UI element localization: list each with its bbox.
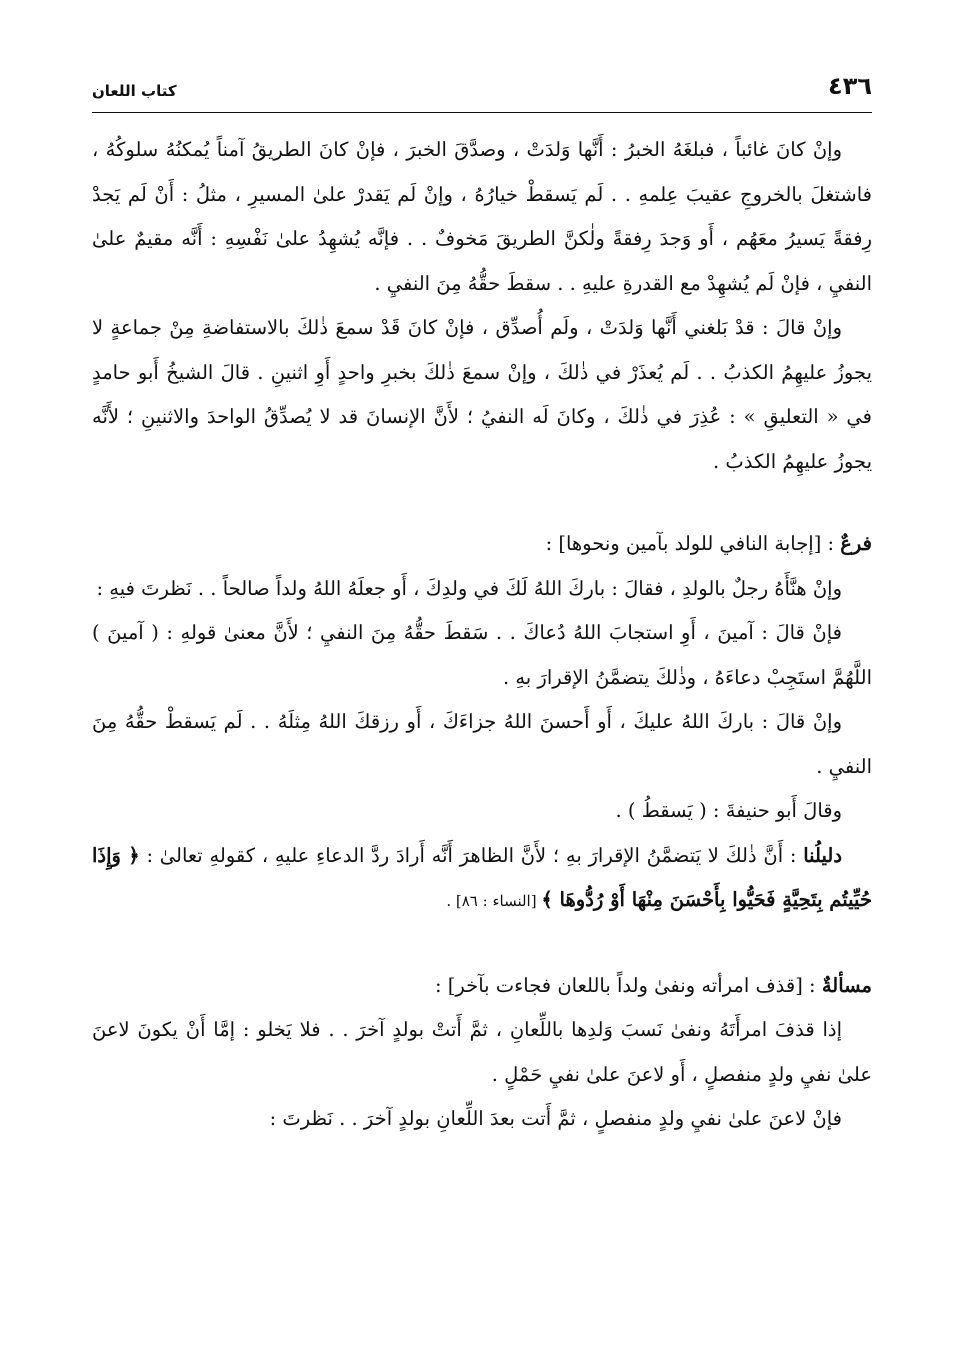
evidence-label: دليلُنا	[803, 843, 843, 867]
paragraph: وإنْ هنَّأَهُ رجلٌ بالولدِ ، فقالَ : باركَ اللهُ لَكَ في ولدِكَ ، أَو جعلَهُ اللهُ ولداً صالحاً . . نَظرتَ فيهِ :	[96, 576, 842, 600]
page-body	[92, 128, 872, 1142]
masala-label: مسألةٌ	[821, 973, 872, 997]
paragraph: إذا قذفَ امرأَتَهُ ونفىٰ نَسبَ وَلدِها باللِّعانِ ، ثمَّ أَتتْ بولدٍ آخرَ . . فلا يَخلو : إمَّا أَنْ يكونَ لاعنَ علىٰ نفيِ ولدٍ منفصلٍ ، أَو لاعنَ علىٰ نفيِ حَمْلٍ .	[92, 1018, 872, 1086]
evidence-text: : أَنَّ ذٰلكَ لا يَتضمَّنُ الإقرارَ بهِ ؛ لأَنَّ الظاهرَ أَنَّه أَرادَ ردَّ الدعاءِ عليهِ ، كقولهِ تعالىٰ :	[139, 843, 804, 867]
section-heading-far	[92, 522, 872, 567]
masala-title: : [قذف امرأته ونفىٰ ولداً باللعان فجاءت بآخر] :	[435, 973, 822, 997]
running-title: كتاب اللعان	[92, 82, 177, 100]
paragraph: وإنْ قالَ : باركَ اللهُ عليكَ ، أَو أَحسنَ اللهُ جزاءَكَ ، أَو رزقكَ اللهُ مِثلَهُ . . لَم يَسقطْ حقُّهُ مِنَ النفيِ .	[92, 710, 872, 778]
section-heading-masala	[92, 964, 872, 1009]
far-label: فرعٌ	[840, 532, 872, 555]
quran-verse: ﴿ وَإِذَا حُيِّيتُم بِتَحِيَّةٍ فَحَيُّوا بِأَحْسَنَ مِنْهَا أَوْ رُدُّوهَا ﴾	[92, 843, 872, 911]
page-header	[92, 72, 872, 113]
verse-reference: [النساء : ٨٦] .	[446, 892, 542, 910]
section-gap	[92, 924, 872, 964]
paragraph: فإنْ قالَ : آمينَ ، أَوِ استجابَ اللهُ دُعاكَ . . سَقطَ حقُّهُ مِنَ النفيِ ؛ لأَنَّ معنىٰ قولهِ : ( آمينَ ) اللَّهُمَّ استَجِبْ دعاءَهُ ، وذٰلكَ يتضمَّنُ الإقرارَ بهِ .	[92, 621, 872, 689]
section-gap	[92, 484, 872, 522]
page-number: ٤٣٦	[828, 72, 872, 100]
paragraph: فإنْ لاعنَ علىٰ نفيِ ولدٍ منفصلٍ ، ثمَّ أَتت بعدَ اللِّعانِ بولدٍ آخرَ . . نَظرتَ :	[269, 1107, 842, 1130]
paragraph: وإنْ كانَ غائباً ، فبلغَهُ الخبرُ : أَنَّها وَلدَتْ ، وصدَّقَ الخبرَ ، فإنْ كانَ الطريقُ آمناً يُمكنُهُ سلوكُهُ ، فاشتغلَ بالخروجِ عقيبَ عِلمهِ . . لَم يَسقطْ خيارُهُ ، وإنْ لَم يَقدرْ علىٰ المسيرِ ، مثلُ : أَنْ لَم يَجدْ رِفقةً يَسيرُ معَهُم ، أَو وَجدَ رِفقةً ولٰكنَّ الطريقَ مَخوفٌ . . فإنَّه يُشهِدُ علىٰ نَفْسِهِ : أَنَّه مقيمٌ علىٰ النفيِ ، فإنْ لَم يُشهِدْ مع القدرةِ عليهِ . . سقطَ حقُّهُ مِنَ النفيِ .	[92, 138, 872, 295]
far-title: : [إجابة النافي للولد بآمين ونحوها] :	[545, 532, 841, 555]
paragraph-evidence	[92, 834, 872, 924]
paragraph: وقالَ أَبو حنيفةَ : ( يَسقطُ ) .	[615, 799, 842, 822]
paragraph: وإنْ قالَ : قدْ بَلغني أَنَّها وَلدَتْ ، ولَم أُصدِّق ، فإنْ كانَ قَدْ سمعَ ذٰلكَ بالاستفاضةِ مِنْ جماعةٍ لا يجوزُ عليهِمُ الكذبُ . . لَم يُعذَرْ في ذٰلكَ ، وإنْ سمعَ ذٰلكَ بخبرِ واحدٍ أَوِ اثنينِ . قالَ الشيخُ أَبو حامدٍ في « التعليقِ » : عُذِرَ في ذٰلكَ ، وكانَ لَه النفيُ ؛ لأَنَّ الإنسانَ قد لا يُصدِّقُ الواحدَ والاثنينِ ؛ لأَنَّه يجوزُ عليهِمُ الكذبُ .	[92, 316, 872, 473]
